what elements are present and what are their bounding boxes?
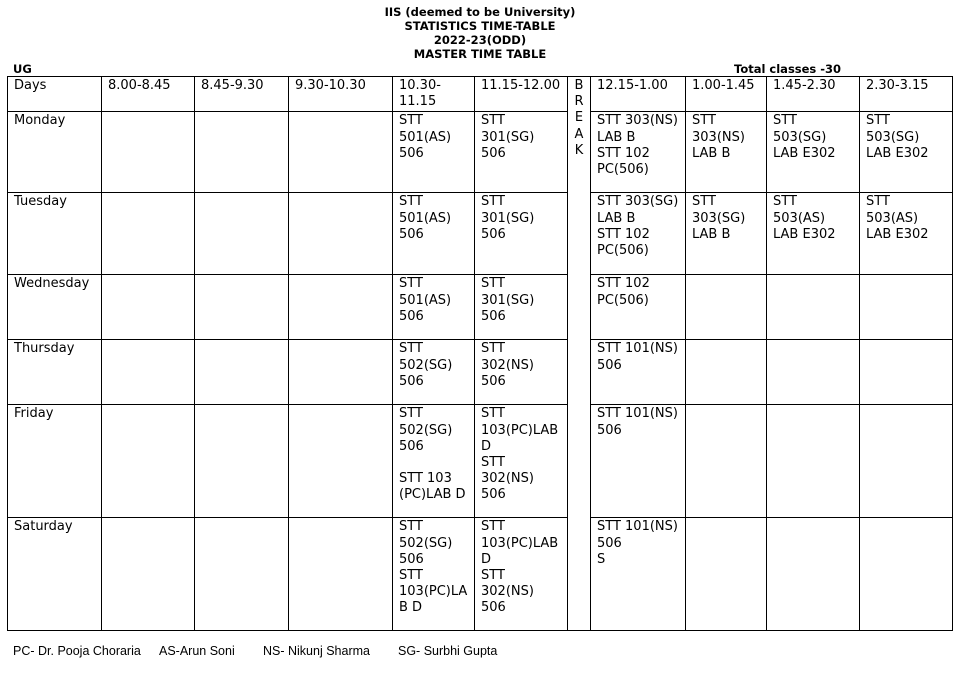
table-cell: STT 503(SG) LAB E302 — [860, 112, 953, 193]
table-cell: STT 303(NS) LAB B STT 102 PC(506) — [591, 112, 686, 193]
table-cell — [195, 405, 289, 518]
table-cell: STT 503(SG) LAB E302 — [767, 112, 860, 193]
table-cell: STT 101(NS) 506 — [591, 340, 686, 405]
table-cell: STT 101(NS) 506 — [591, 405, 686, 518]
table-cell: STT 503(AS) LAB E302 — [860, 193, 953, 275]
header-cell-slot-2: 8.45-9.30 — [195, 77, 289, 112]
day-cell: Friday — [8, 405, 102, 518]
table-cell: STT 501(AS) 506 — [393, 112, 475, 193]
table-cell: STT 502(SG) 506 — [393, 340, 475, 405]
table-cell: STT 501(AS) 506 — [393, 275, 475, 340]
header-cell-slot-3: 9.30-10.30 — [289, 77, 393, 112]
table-cell — [767, 275, 860, 340]
session-title: 2022-23(ODD) — [433, 33, 527, 47]
table-cell — [102, 193, 195, 275]
timetable — [7, 76, 953, 631]
table-cell — [289, 340, 393, 405]
break-column: B R E A K — [568, 77, 591, 631]
table-cell — [195, 193, 289, 275]
ug-label: UG — [13, 62, 32, 76]
table-row — [8, 518, 953, 631]
table-cell: STT 101(NS) 506 S — [591, 518, 686, 631]
table-cell — [289, 193, 393, 275]
table-cell: STT 303(NS) LAB B — [686, 112, 767, 193]
header-cell-slot-9: 2.30-3.15 — [860, 77, 953, 112]
table-cell: STT 501(AS) 506 — [393, 193, 475, 275]
table-cell — [686, 340, 767, 405]
table-row — [8, 405, 953, 518]
header-row — [8, 77, 953, 112]
day-cell: Saturday — [8, 518, 102, 631]
header-cell-slot-6: 12.15-1.00 — [591, 77, 686, 112]
table-cell: STT 303(SG) LAB B STT 102 PC(506) — [591, 193, 686, 275]
table-cell: STT 502(SG) 506 STT 103 (PC)LAB D — [393, 405, 475, 518]
table-cell — [289, 518, 393, 631]
table-cell — [102, 275, 195, 340]
table-cell — [686, 275, 767, 340]
header-cell-days: Days — [8, 77, 102, 112]
table-cell — [102, 518, 195, 631]
table-cell: STT 301(SG) 506 — [475, 275, 568, 340]
table-cell — [860, 405, 953, 518]
legend-as: AS-Arun Soni — [159, 644, 235, 658]
header-cell-slot-1: 8.00-8.45 — [102, 77, 195, 112]
table-cell: STT 302(NS) 506 — [475, 340, 568, 405]
table-cell: STT 301(SG) 506 — [475, 112, 568, 193]
header-cell-slot-4: 10.30- 11.15 — [393, 77, 475, 112]
day-cell: Wednesday — [8, 275, 102, 340]
university-title: IIS (deemed to be University) — [384, 5, 576, 19]
table-row — [8, 112, 953, 193]
total-classes: Total classes -30 — [734, 62, 842, 76]
table-cell: STT 102 PC(506) — [591, 275, 686, 340]
table-cell — [686, 518, 767, 631]
table-cell — [102, 112, 195, 193]
table-cell — [686, 405, 767, 518]
timetable-title: STATISTICS TIME-TABLE — [404, 19, 556, 33]
table-row — [8, 275, 953, 340]
table-cell — [195, 112, 289, 193]
table-cell — [195, 518, 289, 631]
header-cell-slot-7: 1.00-1.45 — [686, 77, 767, 112]
table-cell — [860, 518, 953, 631]
legend-sg: SG- Surbhi Gupta — [398, 644, 498, 658]
table-cell: STT 503(AS) LAB E302 — [767, 193, 860, 275]
master-title: MASTER TIME TABLE — [413, 47, 547, 61]
day-cell: Monday — [8, 112, 102, 193]
table-cell: STT 502(SG) 506 STT 103(PC)LA B D — [393, 518, 475, 631]
table-cell — [767, 518, 860, 631]
table-cell — [289, 275, 393, 340]
table-cell — [102, 340, 195, 405]
table-row — [8, 193, 953, 275]
legend-ns: NS- Nikunj Sharma — [263, 644, 370, 658]
table-cell: STT 103(PC)LAB D STT 302(NS) 506 — [475, 405, 568, 518]
table-cell — [195, 340, 289, 405]
header-cell-slot-8: 1.45-2.30 — [767, 77, 860, 112]
table-cell: STT 103(PC)LAB D STT 302(NS) 506 — [475, 518, 568, 631]
table-cell — [860, 340, 953, 405]
table-cell — [195, 275, 289, 340]
legend-pc: PC- Dr. Pooja Choraria — [13, 644, 141, 658]
day-cell: Tuesday — [8, 193, 102, 275]
header-cell-slot-5: 11.15-12.00 — [475, 77, 568, 112]
table-cell — [289, 405, 393, 518]
table-cell — [767, 340, 860, 405]
day-cell: Thursday — [8, 340, 102, 405]
table-cell — [102, 405, 195, 518]
table-cell — [860, 275, 953, 340]
table-cell — [289, 112, 393, 193]
table-cell: STT 301(SG) 506 — [475, 193, 568, 275]
table-row — [8, 340, 953, 405]
table-cell: STT 303(SG) LAB B — [686, 193, 767, 275]
table-cell — [767, 405, 860, 518]
